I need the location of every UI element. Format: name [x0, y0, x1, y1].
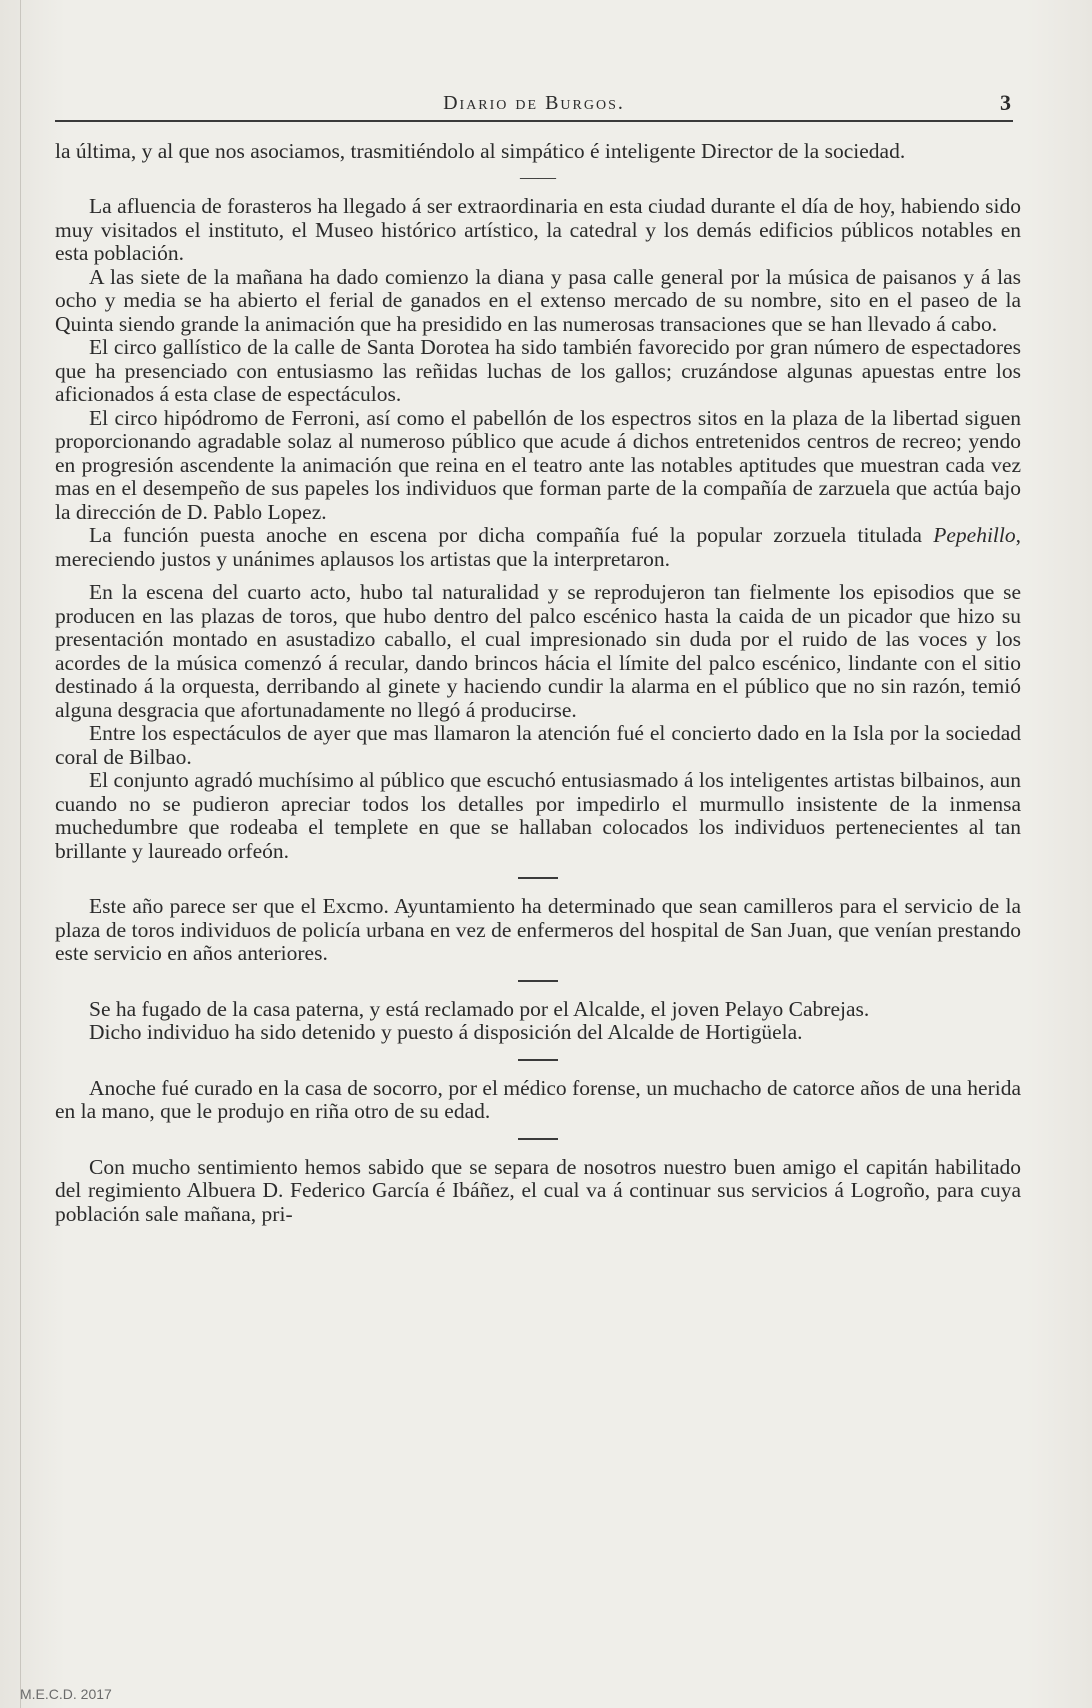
paragraph: Se ha fugado de la casa paterna, y está reclamado por el Alcalde, el joven Pelayo Cabrejas.	[89, 996, 870, 1021]
paragraph: Dicho individuo ha sido detenido y puesto á disposición del Alcalde de Hortigüela.	[89, 1020, 803, 1044]
play-title: Pepehillo	[933, 523, 1016, 547]
paragraph: la última, y al que nos asociamos, trasmitiéndolo al simpático é inteligente Director de la sociedad.	[55, 139, 906, 163]
section-rule	[518, 980, 558, 982]
article-column	[55, 140, 1021, 1226]
page-edge-line	[20, 0, 21, 1708]
paragraph	[55, 524, 1021, 571]
newspaper-title: Diario de Burgos.	[443, 92, 625, 114]
paragraph-text: , mereciendo justos y unánimes aplausos los artistas que la interpretaron.	[55, 523, 1021, 571]
paragraph: En la escena del cuarto acto, hubo tal naturalidad y se reprodujeron tan fielmente los episodios que se producen en las plazas de toros, que hubo dentro del palco escénico hasta la caida de un picador que hizo su presentación montado en asustadizo caballo, el cual impresionado sin duda por el ruido de las voces y los acordes de la música comenzó á recular, dando brincos hácia el límite del palco escénico, lindante con el sitio destinado á la orquesta, derribando al ginete y haciendo cundir la alarma en el público que no sin razón, temió alguna desgracia que afortunadamente no llegó á producirse.	[55, 580, 1021, 722]
paragraph: La afluencia de forasteros ha llegado á ser extraordinaria en esta ciudad durante el día de hoy, habiendo sido muy visitados el instituto, el Museo histórico artístico, la catedral y los demás edificios públicos notables en esta población.	[55, 194, 1021, 265]
paragraph: A las siete de la mañana ha dado comienzo la diana y pasa calle general por la música de paisanos y á las ocho y media se ha abierto el ferial de ganados en el extenso mercado de su nombre, sito en el paseo de la Quinta siendo grande la animación que ha presidido en las numerosas transaciones que se han llevado á cabo.	[55, 264, 1021, 336]
archive-watermark: M.E.C.D. 2017	[20, 1686, 112, 1702]
paragraph: Con mucho sentimiento hemos sabido que se separa de nosotros nuestro buen amigo el capitán habilitado del regimiento Albuera D. Federico García é Ibáñez, el cual va á continuar sus servicios á Logroño, para cuya población sale mañana, pri-	[55, 1154, 1021, 1226]
paragraph: El conjunto agradó muchísimo al público que escuchó entusiasmado á los inteligentes artistas bilbainos, aun cuando no se pudieron apreciar todos los detalles por impedirlo el murmullo insistente de la inmensa muchedumbre que rodeaba el templete en que se hallaban colocados los individuos pertenecientes al tan brillante y laureado orfeón.	[55, 768, 1021, 863]
page-header	[55, 86, 1013, 122]
section-rule	[518, 877, 558, 879]
page-number: 3	[1000, 90, 1011, 115]
paragraph: El circo hipódromo de Ferroni, así como el pabellón de los espectros sitos en la plaza de la libertad siguen proporcionando agradable solaz al numeroso público que acude á dichos entretenidos centros de recreo; yendo en progresión ascendente la animación que reina en el teatro ante las notables aptitudes que muestran cada vez mas en el desempeño de sus papeles los individuos que forman parte de la compañía de zarzuela que actúa bajo la dirección de D. Pablo Lopez.	[55, 405, 1021, 524]
paragraph: Este año parece ser que el Excmo. Ayuntamiento ha determinado que sean camilleros para el servicio de la plaza de toros individuos de policía urbana en vez de enfermeros del hospital de San Juan, que venían prestando este servicio en años anteriores.	[55, 894, 1021, 965]
section-rule	[518, 1138, 558, 1140]
section-separator: ——	[520, 166, 556, 187]
paragraph: Anoche fué curado en la casa de socorro, por el médico forense, un muchacho de catorce años de una herida en la mano, que le produjo en riña otro de su edad.	[55, 1075, 1021, 1123]
paragraph-text: La función puesta anoche en escena por dicha compañía fué la popular zorzuela titulada	[89, 523, 934, 547]
paragraph: El circo gallístico de la calle de Santa Dorotea ha sido también favorecido por gran número de espectadores que ha presenciado con entusiasmo las reñidas luchas de los gallos; cruzándose algunas apuestas entre los aficionados á esta clase de espectáculos.	[55, 335, 1021, 406]
paragraph: Entre los espectáculos de ayer que mas llamaron la atención fué el concierto dado en la Isla por la sociedad coral de Bilbao.	[55, 721, 1021, 769]
section-rule	[518, 1059, 558, 1061]
